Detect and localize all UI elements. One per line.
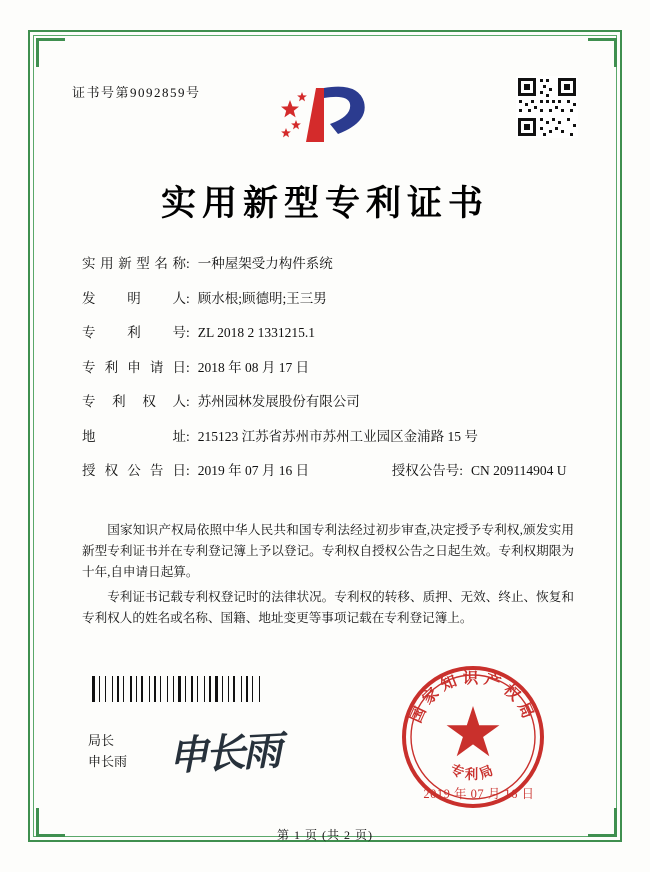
field-colon: :	[186, 428, 190, 444]
field-colon: :	[186, 325, 190, 340]
field-colon: :	[186, 359, 190, 375]
field-row-inventors	[82, 287, 572, 307]
field-colon: :	[186, 394, 190, 409]
field-label: 专利申请日	[82, 359, 186, 375]
national-ip-administration-logo-icon	[272, 72, 380, 150]
field-colon: :	[186, 290, 190, 306]
seal-date: 2019 年 07 月 16 日	[423, 787, 535, 801]
field-label-announcement-number: 授权公告号:	[391, 463, 464, 478]
field-value-patent-number: ZL 2018 2 1331215.1	[197, 325, 316, 340]
field-label: 实用新型名称	[82, 256, 186, 271]
certificate-number: 证书号第9092859号	[72, 85, 201, 100]
signature-role-label: 局长	[88, 733, 115, 748]
field-row-grant-announcement	[82, 459, 572, 479]
field-value-application-date: 2018 年 08 月 17 日	[197, 359, 310, 375]
signature-block	[88, 730, 127, 772]
signature-name-label: 申长雨	[88, 754, 128, 769]
handwritten-signature: 申长雨	[167, 727, 281, 780]
field-row-invention-name	[82, 252, 572, 272]
field-label: 专 利 权 人	[82, 394, 186, 409]
legal-paragraph-1: 国家知识产权局依照中华人民共和国专利法经过初步审查,决定授予专利权,颁发实用新型专利证书并在专利登记簿上予以登记。专利权自授权公告之日起生效。专利权期限为十年,自申请日起算。	[82, 523, 574, 579]
qr-code-icon	[516, 76, 578, 138]
barcode	[92, 676, 304, 702]
field-row-patentee	[82, 390, 572, 410]
legal-text	[82, 520, 574, 633]
field-row-application-date	[82, 356, 572, 376]
field-value-grant-date: 2019 年 07 月 16 日	[197, 463, 310, 478]
field-value-inventors: 顾水根;顾德明;王三男	[197, 290, 327, 306]
field-value-address: 215123 江苏省苏州市苏州工业园区金浦路 15 号	[197, 428, 478, 444]
corner-ornament-top-left	[36, 38, 65, 67]
field-label: 地 址	[82, 428, 186, 444]
legal-paragraph-2: 专利证书记载专利权登记时的法律状况。专利权的转移、质押、无效、终止、恢复和专利权人的姓名或名称、国籍、地址变更等事项记载在专利登记簿上。	[82, 590, 574, 625]
svg-text:国家知识产权局: 国家知识产权局	[407, 670, 539, 726]
field-value-invention-name: 一种屋架受力构件系统	[197, 256, 333, 271]
field-colon: :	[186, 256, 190, 271]
field-value-patentee: 苏州园林发展股份有限公司	[197, 394, 360, 409]
svg-text:专利局: 专利局	[448, 761, 498, 782]
field-colon: :	[186, 463, 190, 478]
page-title: 实用新型专利证书	[160, 184, 489, 223]
field-row-address	[82, 425, 572, 445]
field-label: 专 利 号	[82, 325, 186, 340]
patent-fields	[82, 252, 572, 494]
field-label: 授权公告日	[82, 463, 186, 478]
corner-ornament-top-right	[588, 38, 617, 67]
field-row-patent-number	[82, 321, 572, 341]
page-footer: 第 1 页 (共 2 页)	[277, 828, 373, 842]
field-value-announcement-number: CN 209114904 U	[471, 463, 567, 478]
field-label: 发 明 人	[82, 290, 186, 306]
